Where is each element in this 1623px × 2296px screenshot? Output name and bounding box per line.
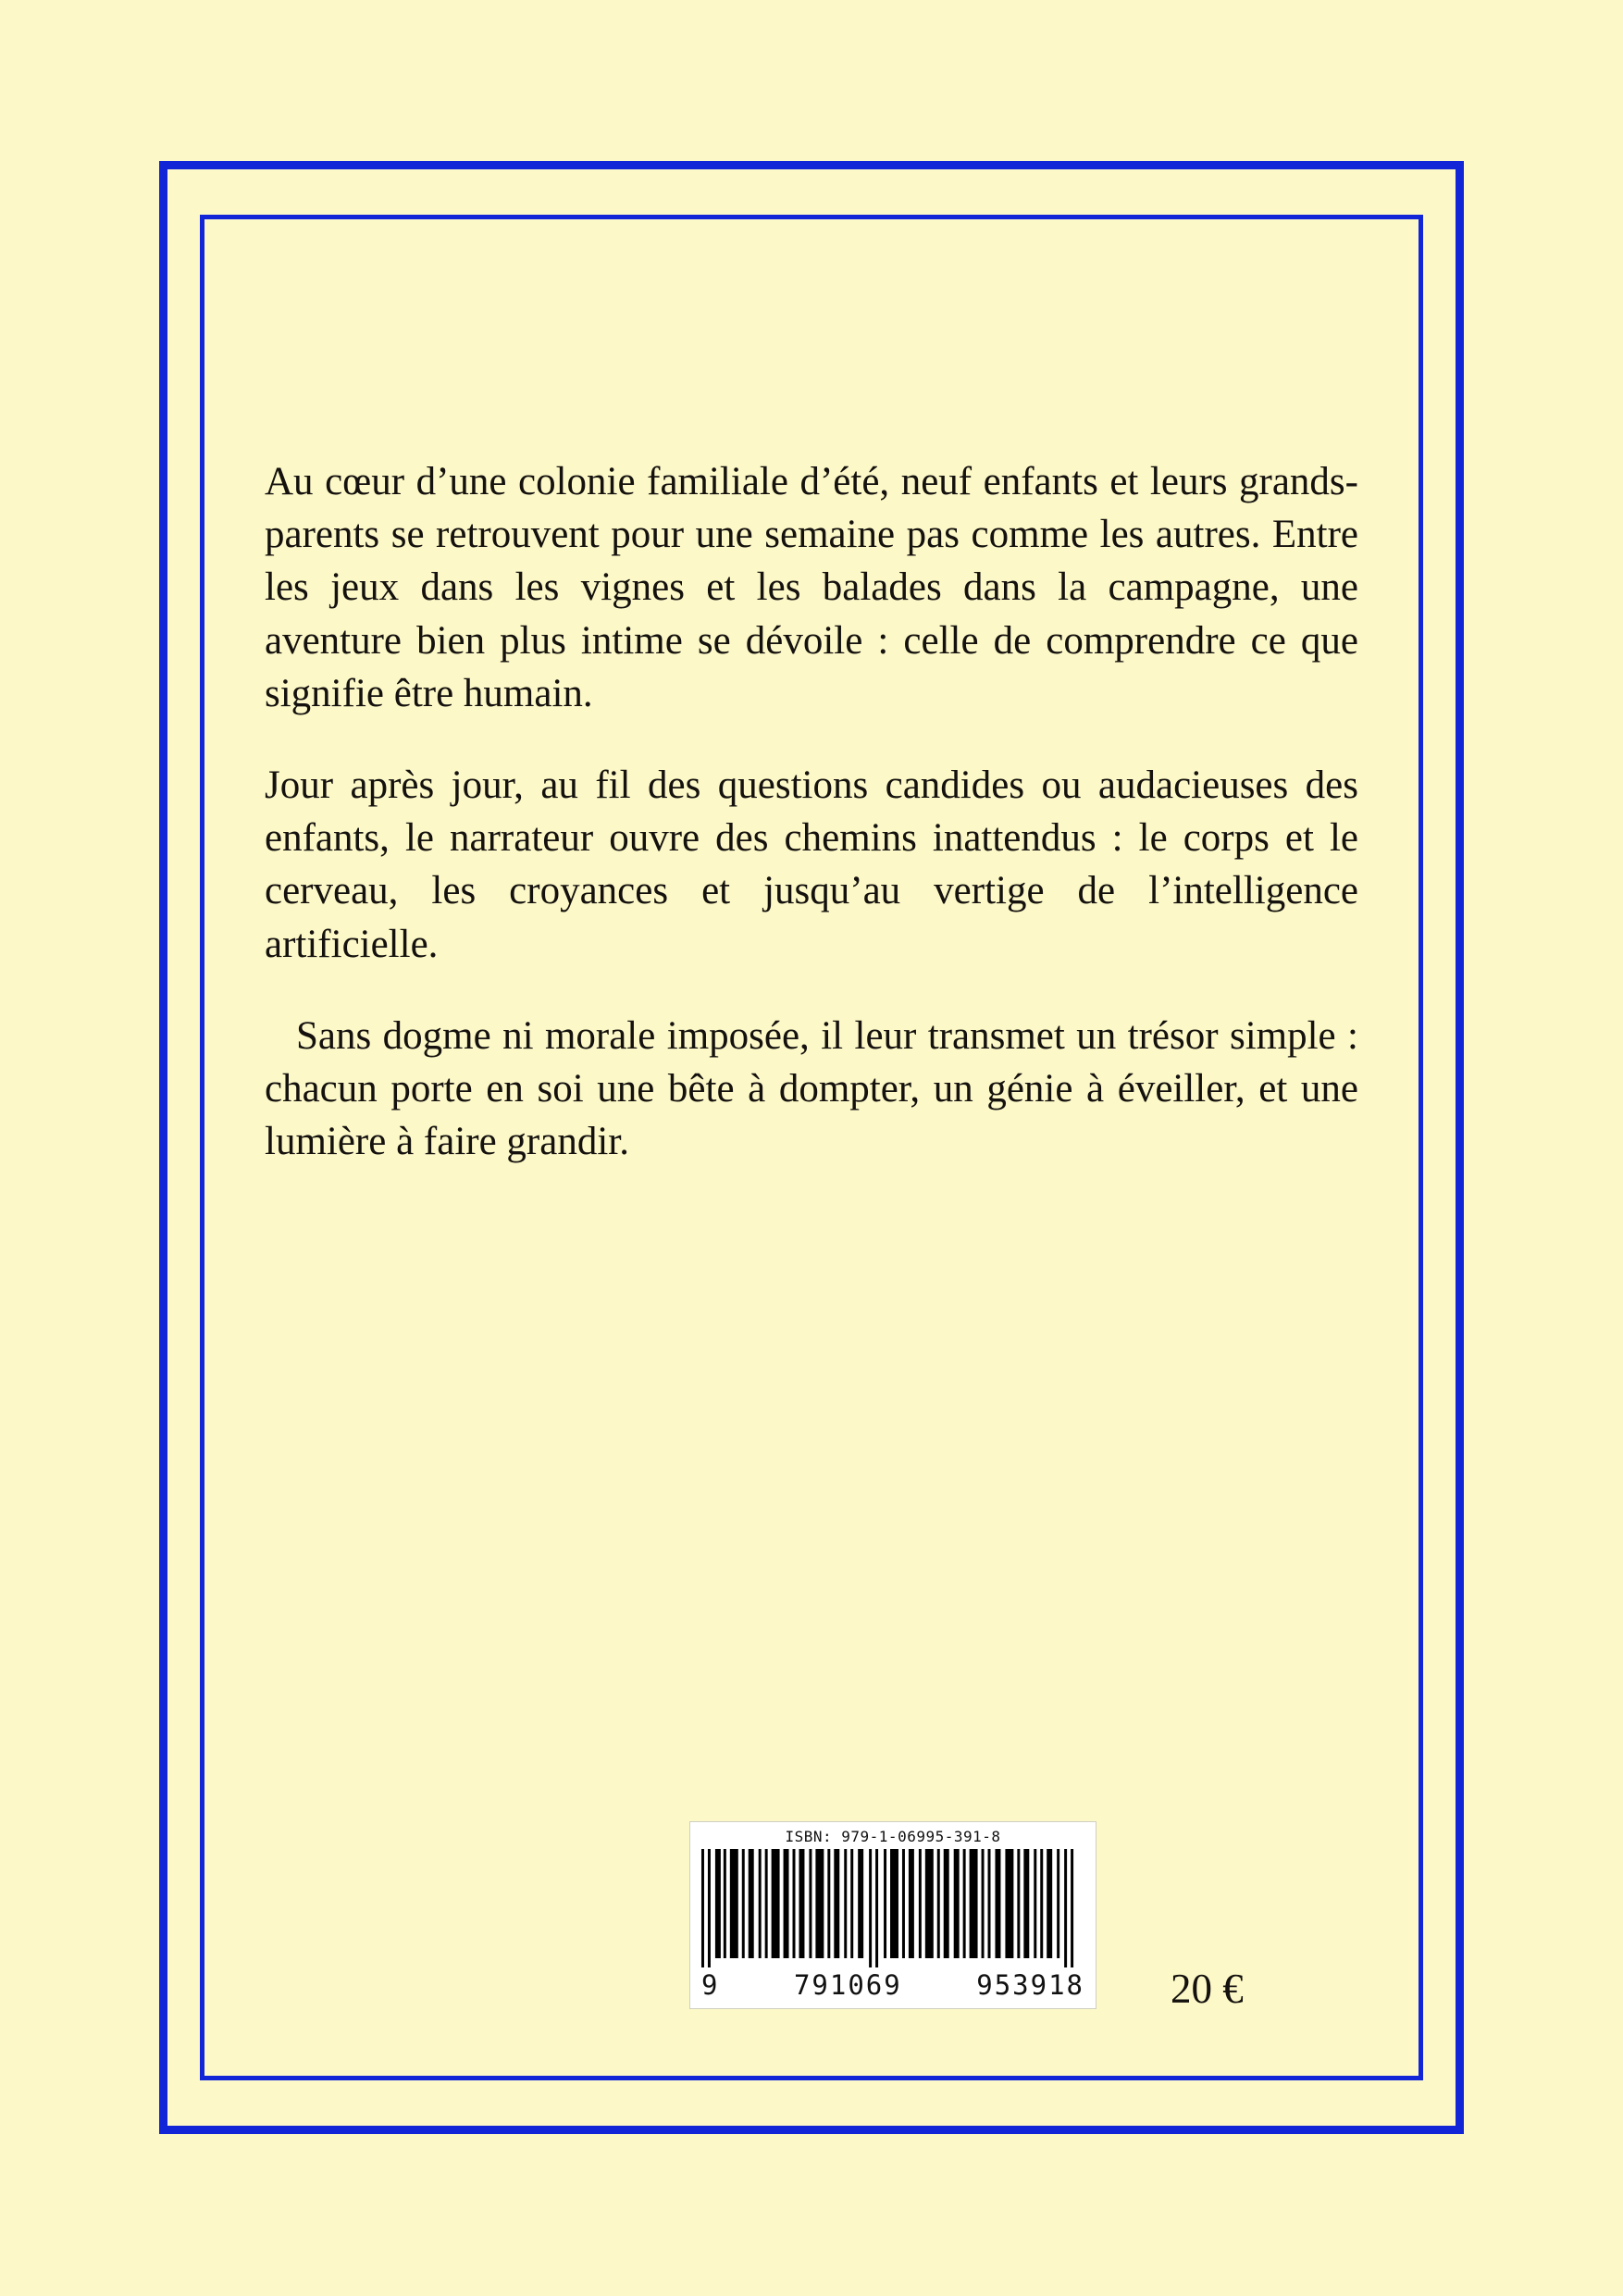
barcode-digit-group-1: 791069 [793,1969,902,2001]
back-cover-blurb [265,455,1358,1168]
barcode-digits [698,1967,1088,2001]
barcode-digit-group-2: 953918 [976,1969,1084,2001]
barcode-digit-left: 9 [701,1969,720,2001]
isbn-barcode [689,1821,1096,2009]
isbn-label: ISBN: 979-1-06995-391-8 [785,1828,1001,1845]
blurb-paragraph-2: Jour après jour, au fil des questions candides ou audacieuses des enfants, le narrateur ouvre des chemins inattendus : le corps et le cerveau, les croyances et jusqu’au vertige de l’intelligence artificielle. [265,763,1358,966]
blurb-paragraph-3: Sans dogme ni morale imposée, il leur transmet un trésor simple : chacun porte en soi une bête à dompter, un génie à éveiller, et une lumière à faire grandir. [265,1013,1358,1164]
blurb-paragraph-1: Au cœur d’une colonie familiale d’été, neuf enfants et leurs grands-parents se retrouvent pour une semaine pas comme les autres. Entre les jeux dans les vignes et les balades dans la campagne, une aventure bien plus intime se dévoile : celle de comprendre ce que signifie être humain. [265,460,1358,715]
price-label: 20 € [1171,1966,1244,2012]
barcode-bars-icon [698,1849,1088,1967]
